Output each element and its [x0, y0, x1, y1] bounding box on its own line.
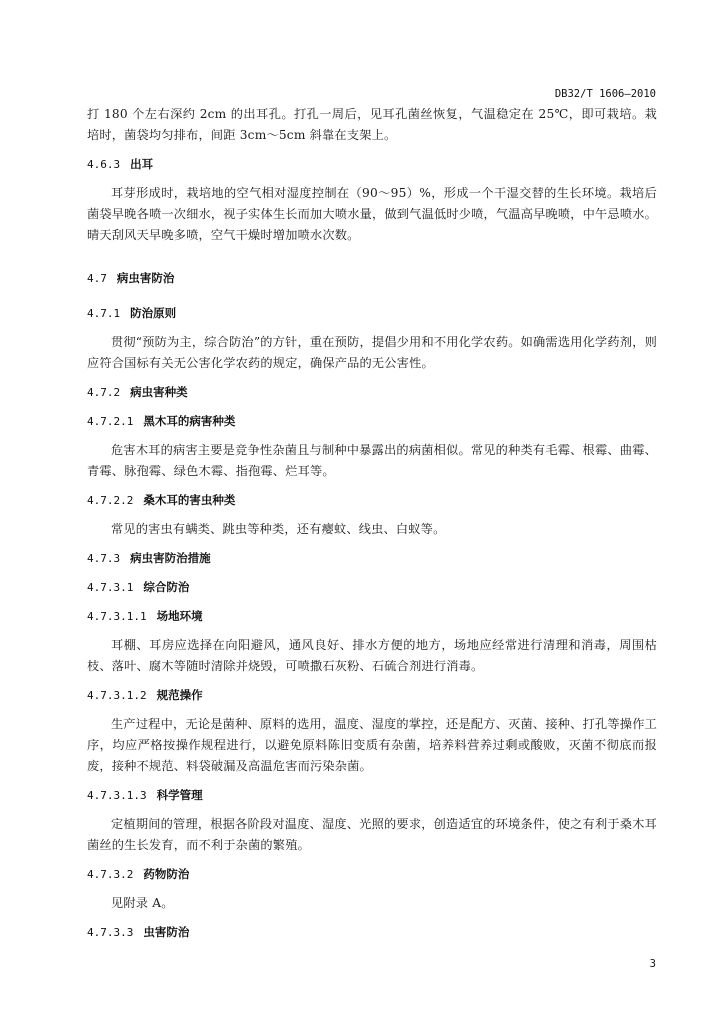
- section-heading: [87, 922, 657, 943]
- section-number: 4.7.2: [87, 386, 121, 399]
- section-number: 4.7.3.1.3: [87, 789, 147, 802]
- section-heading: [87, 785, 657, 806]
- section-title: 规范操作: [156, 688, 203, 702]
- section-number: 4.7.3.1: [87, 581, 134, 594]
- section-heading: [87, 154, 657, 175]
- section-heading: [87, 490, 657, 511]
- paragraph: 危害木耳的病害主要是竞争性杂菌且与制种中暴露出的病菌相似。常见的种类有毛霉、根霉、曲霉、青霉、脉孢霉、绿色木霉、指孢霉、烂耳等。: [87, 443, 657, 478]
- section-title: 场地环境: [156, 609, 203, 623]
- section-number: 4.7.2.2: [87, 494, 134, 507]
- section-title: 病虫害种类: [130, 385, 188, 399]
- section-number: 4.7.3.1.1: [87, 610, 147, 623]
- paragraph: 打 180 个左右深约 2cm 的出耳孔。打孔一周后，见耳孔菌丝恢复，气温稳定在 25℃，即可栽培。栽培时，菌袋均匀排布，间距 3cm～5cm 斜靠在支架上。: [87, 107, 657, 142]
- paragraph: 耳芽形成时，栽培地的空气相对湿度控制在（90～95）%，形成一个干湿交替的生长环境。栽培后菌袋早晚各喷一次细水，视子实体生长而加大喷水量，做到气温低时少喷，气温高早晚喷，中午忌喷水。晴天刮风天早晚多喷，空气干燥时增加喷水次数。: [87, 186, 657, 242]
- section-title: 黑木耳的病害种类: [143, 414, 236, 428]
- section-title: 综合防治: [143, 580, 190, 594]
- section-title: 桑木耳的害虫种类: [143, 493, 236, 507]
- section-number: 4.7.2.1: [87, 415, 134, 428]
- section-title: 虫害防治: [143, 925, 190, 939]
- section-number: 4.7: [87, 272, 107, 285]
- section-number: 4.7.3.1.2: [87, 689, 147, 702]
- section-heading: [87, 268, 657, 289]
- paragraph: 生产过程中，无论是菌种、原料的选用，温度、湿度的掌控，还是配方、灭菌、接种、打孔等操作工序，均应严格按操作规程进行，以避免原料陈旧变质有杂菌，培养料营养过剩或酸败，灭菌不彻底而报废，接种不规范、料袋破漏及高温危害而污染杂菌。: [87, 717, 657, 773]
- section-number: 4.7.1: [87, 307, 121, 320]
- section-heading: [87, 411, 657, 432]
- paragraph: 贯彻“预防为主，综合防治”的方针，重在预防，提倡少用和不用化学农药。如确需选用化学药剂，则应符合国标有关无公害化学农药的规定，确保产品的无公害性。: [87, 335, 657, 370]
- section-heading: [87, 685, 657, 706]
- section-number: 4.7.3: [87, 552, 121, 565]
- section-title: 药物防治: [143, 867, 190, 881]
- document-code: DB32/T 1606—2010: [554, 88, 656, 100]
- section-title: 出耳: [130, 157, 154, 171]
- section-number: 4.6.3: [87, 158, 121, 171]
- section-heading: [87, 606, 657, 627]
- section-title: 科学管理: [156, 788, 203, 802]
- section-title: 病虫害防治: [116, 271, 175, 285]
- section-title: 防治原则: [130, 306, 177, 320]
- section-heading: [87, 864, 657, 885]
- paragraph: 耳棚、耳房应选择在向阳避风，通风良好、排水方便的地方，场地应经常进行清理和消毒，周围枯枝、落叶、腐木等随时清除并烧毁，可喷撒石灰粉、石硫合剂进行消毒。: [87, 638, 657, 673]
- section-heading: [87, 303, 657, 324]
- page-number: 3: [649, 958, 656, 970]
- paragraph: 定植期间的管理，根据各阶段对温度、湿度、光照的要求，创造适宜的环境条件，使之有利于桑木耳菌丝的生长发育，而不利于杂菌的繁殖。: [87, 817, 657, 852]
- section-heading: [87, 577, 657, 598]
- section-number: 4.7.3.2: [87, 868, 134, 881]
- section-heading: [87, 548, 657, 569]
- paragraph: 见附录 A。: [111, 896, 174, 910]
- section-number: 4.7.3.3: [87, 926, 134, 939]
- document-body: [87, 104, 657, 943]
- section-heading: [87, 382, 657, 403]
- paragraph: 常见的害虫有螨类、跳虫等种类，还有瘿蚊、线虫、白蚁等。: [111, 522, 446, 536]
- section-title: 病虫害防治措施: [130, 551, 211, 565]
